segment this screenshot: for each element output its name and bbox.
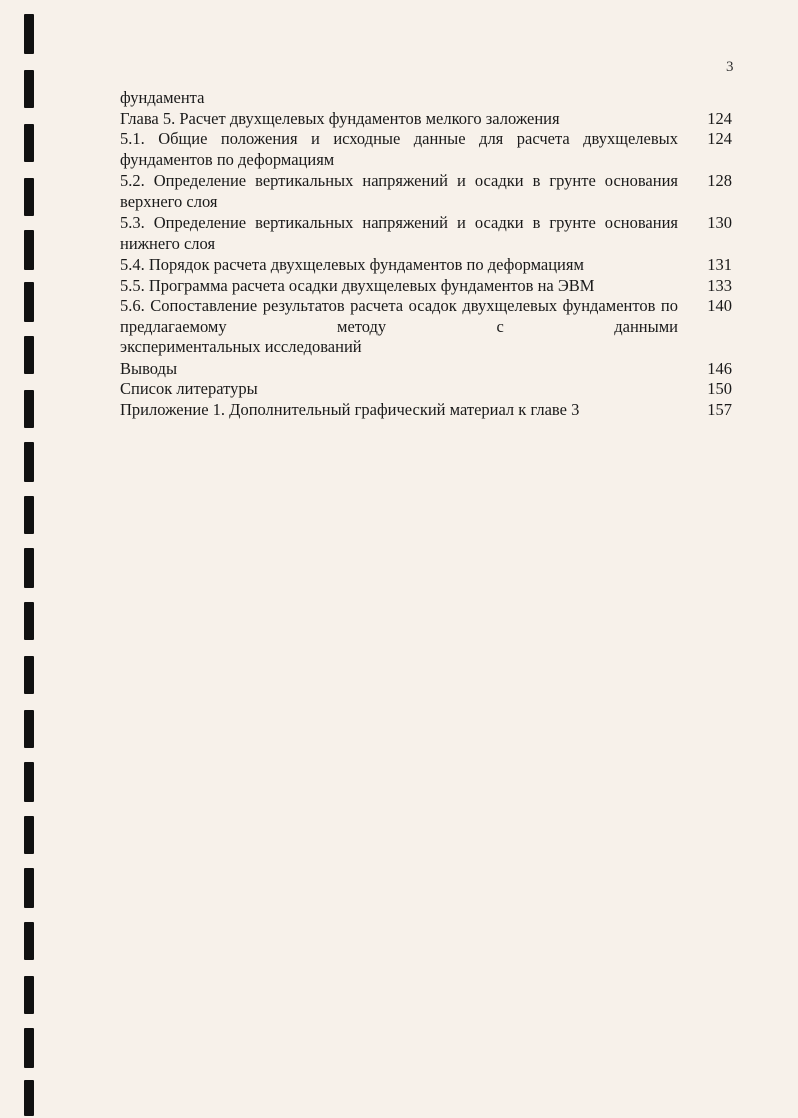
toc-entry-page: 157: [707, 399, 732, 419]
toc-entry-conclusions: [120, 359, 732, 380]
binding-hole: [24, 1028, 34, 1068]
toc-entry-page: 133: [707, 275, 732, 295]
toc-entry-text: 5.6. Сопоставление результатов расчета осадок двухщелевых фундаментов по предлагаемому методу с данными: [120, 296, 678, 336]
toc-entry-text: Выводы: [120, 358, 178, 378]
toc-entry-text: 5.1. Общие положения и исходные данные для расчета двухщелевых фундаментов по деформациям: [120, 129, 678, 169]
toc-entry-text: 5.2. Определение вертикальных напряжений и осадки в грунте основания верхнего слоя: [120, 171, 678, 211]
toc-entry-page: 140: [707, 296, 732, 315]
binding-hole: [24, 282, 34, 322]
binding-hole: [24, 178, 34, 216]
binding-hole: [24, 230, 34, 270]
toc-entry-text: 5.3. Определение вертикальных напряжений и осадки в грунте основания нижнего слоя: [120, 213, 678, 253]
binding-holes: [0, 0, 60, 1118]
binding-hole: [24, 976, 34, 1014]
toc-entry-5-1: [120, 129, 732, 170]
toc-entry-page: 131: [707, 255, 732, 274]
binding-hole: [24, 496, 34, 534]
binding-hole: [24, 14, 34, 54]
binding-hole: [24, 70, 34, 108]
binding-hole: [24, 336, 34, 374]
toc-entry-text: Список литературы: [120, 379, 258, 398]
binding-hole: [24, 442, 34, 482]
toc-entry-text: экспериментальных исследований: [120, 337, 362, 356]
toc-entry-5-2: [120, 171, 732, 212]
binding-hole: [24, 390, 34, 428]
binding-hole: [24, 1080, 34, 1116]
toc-entry-page: 128: [707, 171, 732, 190]
toc-entry-page: 130: [707, 213, 732, 232]
toc-entry-references: [120, 379, 732, 400]
binding-hole: [24, 816, 34, 854]
toc-entry-text: фундамента: [120, 88, 205, 107]
toc-entry-page: 146: [707, 358, 732, 378]
toc-entry-appendix-1: [120, 400, 732, 421]
toc-entry-text: Глава 5. Расчет двухщелевых фундаментов мелкого заложения: [120, 108, 560, 128]
toc-entry-page: 150: [707, 379, 732, 398]
toc-entry-text: 5.5. Программа расчета осадки двухщелевых фундаментов на ЭВМ: [120, 275, 595, 295]
toc-entry-text: Приложение 1. Дополнительный графический материал к главе 3: [120, 399, 580, 419]
toc-entry-page: 124: [707, 129, 732, 148]
binding-hole: [24, 868, 34, 908]
toc-entry-chapter-5: [120, 109, 732, 130]
binding-hole: [24, 656, 34, 694]
toc-entry-5-3: [120, 213, 732, 254]
toc-entry-5-6: [120, 296, 732, 358]
binding-hole: [24, 124, 34, 162]
binding-hole: [24, 548, 34, 588]
binding-hole: [24, 602, 34, 640]
page-number: 3: [726, 59, 734, 75]
toc-entry-5-5: [120, 276, 732, 297]
toc-entry-5-4: [120, 255, 732, 276]
table-of-contents: [120, 88, 732, 420]
binding-hole: [24, 762, 34, 802]
binding-hole: [24, 922, 34, 960]
toc-continuation: [120, 88, 732, 109]
toc-entry-text: 5.4. Порядок расчета двухщелевых фундаментов по деформациям: [120, 255, 584, 274]
binding-hole: [24, 710, 34, 748]
toc-entry-page: 124: [707, 108, 732, 128]
